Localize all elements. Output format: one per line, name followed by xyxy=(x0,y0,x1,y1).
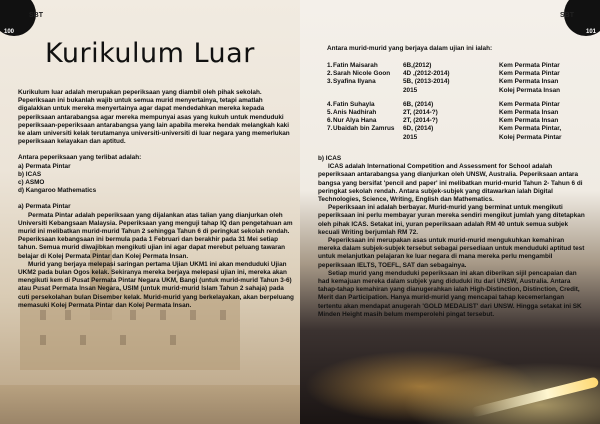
city-night-photo xyxy=(300,330,600,424)
right-page-number: 101 xyxy=(585,29,596,35)
page-title: Kurikulum Luar xyxy=(45,38,255,69)
list-item: b) ICAS xyxy=(18,170,42,178)
section-b-paragraph-1: ICAS adalah International Competition and Assessment for School adalah peperiksaan antarabangsa yang dianjurkan oleh UNSW, Australia. Peperiksaan antara bangsa yang bersifat 'pencil and paper' ini melibatkan murid-murid Tahun 2- Tahun 6 di peringkat sekolah rendah. Antara subjek-subjek yang ditawarkan ialah Digital Technologies, Science, Writing, English dan Mathematics. xyxy=(318,163,583,204)
table-row: 2. Sarah Nicole Goon 4D ,(2012-2014) Kem Permata Pintar xyxy=(327,70,560,78)
table-row: 1. Fatin Maisarah 6B,(2012) Kem Permata Pintar xyxy=(327,62,560,69)
table-row: 6. Nur Alya Hana 2T, (2014-?) Kem Permata Insan xyxy=(327,117,559,125)
table-row: 2015 Kolej Permata Insan xyxy=(403,86,561,94)
list-intro: Antara peperiksaan yang terlibat adalah: xyxy=(18,154,142,162)
section-a-title: a) Permata Pintar xyxy=(18,203,71,211)
table-row: 5. Anis Nadhirah 2T, (2014-?) Kem Permata Insan xyxy=(327,109,559,117)
list-item: c) ASMO xyxy=(18,179,45,187)
students-table xyxy=(327,62,589,142)
table-intro: Antara murid-murid yang berjaya dalam ujian ini ialah: xyxy=(327,45,493,52)
left-header-label: SBT xyxy=(29,12,43,19)
table-row: 4. Fatin Suhayla 6B, (2014) Kem Permata Pintar xyxy=(327,100,560,108)
right-column xyxy=(318,155,588,319)
table-row: 3. Syafina Ilyana 5B, (2013-2014) Kem Permata Insan xyxy=(327,78,559,86)
section-b-title: b) ICAS xyxy=(318,155,342,162)
section-b-paragraph-3: Peperiksaan ini merupakan asas untuk murid-murid mengukuhkan kemahiran mereka dalam subjek-subjek tersebut sebagai persediaan untuk menduduki aptitud test untuk melanjutkan pelajaran ke luar negara di mana mereka perlu mengambil peperiksaan IELTS, TOEFL, SAT dan sebagainya. xyxy=(318,237,585,269)
water-area xyxy=(0,385,300,424)
section-b-paragraph-4: Setiap murid yang menduduki peperiksaan ini akan diberikan sijil pencapaian dan had kemajuan mereka dalam subjek yang diduduki itu dari UNSW, Australia. Antara tahap-tahap kemahiran yang dianugerahkan ialah High-Distinction, Distinction, Credit, Merit dan Participation. Hanya murid-murid yang mencapai tahap kecemerlangan tertentu akan mendapat anugerah 'GOLD MEDALIST' dari UNSW. Hingga setakat ini SK Minden Height masih belum memperolehi pingat tersebut. xyxy=(318,269,582,318)
right-header-label: SBT xyxy=(560,12,574,19)
table-row: 7. Ubaidah bin Zamrus 6D, (2014) Kem Permata Pintar, xyxy=(327,125,562,133)
list-item: a) Permata Pintar xyxy=(18,162,71,170)
left-column xyxy=(18,89,296,310)
section-b-paragraph-2: Peperiksaan ini adalah berbayar. Murid-murid yang berminat untuk mengikuti peperiksaan ini perlu membayar yuran mereka sendiri mengikut jumlah yang ditetapkan oleh pihak ICAS. Setakat ini, yuran peperiksaan adalah RM 40 untuk semua subjek kecuali Writing berjumlah RM 72. xyxy=(318,204,585,236)
section-a-paragraph-1: Permata Pintar adalah peperiksaan yang dijalankan atas talian yang dianjurkan oleh Universiti Kebangsaan Malaysia. Peperiksaan yang menguji tahap IQ dan pengetahuan am murid ini melibatkan murid-murid Tahun 2 sehingga Tahun 6 di peringkat sekolah rendah. Peperiksaan kebangsaan ini bermula pada 1 Februari dan berakhir pada 31 Mei setiap tahun. Semua murid diwajibkan mengikuti ujian ini agar dapat merebut peluang tawaran belajar di Kolej Permata Pintar dan Kolej Permata Insan. xyxy=(18,211,293,260)
intro-paragraph: Kurikulum luar adalah merupakan peperiksaan yang diambil oleh pihak sekolah. Peperiksaan ini bukanlah wajib untuk semua murid menyertainya, tetapi amatlah digalakkan untuk mereka menyertainya agar dapat mendedahkan mereka kepada peperiksaan antarabangsa agar mereka mempunyai asas yang kukuh untuk menduduki peperiksaan-peperiksaan antarabangsa yang lain apabila mereka hendak melangkah kaki ke alam universiti kelak terutamanya universiti-universiti di luar negara yang memerlukan peperiksaan kelayakan dan aptitud. xyxy=(18,89,290,146)
left-page-number: 100 xyxy=(4,29,15,35)
table-row: 2015 Kolej Permata Pintar xyxy=(403,133,562,141)
section-a-paragraph-2: Murid yang berjaya melepasi saringan pertama Ujian UKM1 ini akan menduduki Ujian UKM2 pada bulan Ogos kelak. Sekiranya mereka berjaya melepasi ujian ini, mereka akan mengikuti kem di Pusat Permata Pintar Negara UKM, Bangi (untuk murid-murid Tahun 3-6) atau Pusat Permata Insan Negara, USIM (untuk murid-murid Islam Tahun 2 sahaja) pada cuti persekolahan bulan Disember kelak. Murid-murid yang berkelayakan, akan berpeluang memasuki Kolej Permata Pintar dan Kolej Permata Insan. xyxy=(18,260,294,309)
list-item: d) Kangaroo Mathematics xyxy=(18,187,97,195)
